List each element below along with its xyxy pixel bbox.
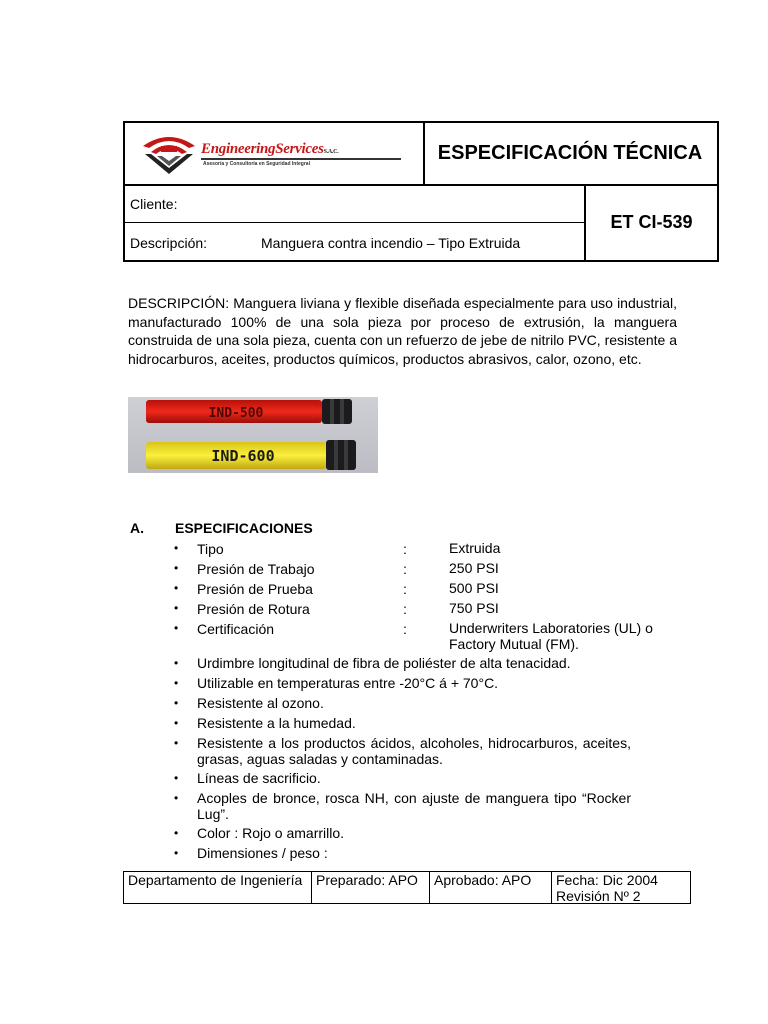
- bullet-icon: •: [174, 716, 179, 730]
- bullet-icon: •: [174, 656, 179, 670]
- bullet-icon: •: [174, 826, 179, 840]
- title-cell: [423, 123, 717, 186]
- footer-department: Departamento de Ingeniería: [124, 872, 312, 903]
- logo-cell: [125, 123, 425, 186]
- bullet-icon: •: [174, 601, 179, 615]
- footer-revision: Revisión Nº 2: [556, 887, 641, 904]
- spec-colon: :: [403, 601, 407, 617]
- bullet-icon: •: [174, 676, 179, 690]
- section-number: A.: [130, 520, 144, 536]
- bullet-icon: •: [174, 771, 179, 785]
- spec-colon: :: [403, 581, 407, 597]
- spec-label: Presión de Trabajo: [197, 561, 315, 577]
- yellow-hose-coupling: [326, 440, 356, 470]
- footer-approved: Aprobado: APO: [430, 872, 552, 903]
- footer-date: Fecha: Dic 2004: [556, 872, 658, 888]
- client-label: Cliente:: [130, 196, 178, 212]
- bullet-icon: •: [174, 541, 179, 555]
- document-title: ESPECIFICACIÓN TÉCNICA: [437, 142, 703, 164]
- header-table: [123, 121, 719, 262]
- spec-colon: :: [403, 621, 407, 637]
- spec-colon: :: [403, 541, 407, 557]
- feature-item: Resistente al ozono.: [197, 695, 324, 711]
- client-cell: [125, 184, 586, 223]
- bullet-icon: •: [174, 736, 179, 750]
- description-value: Manguera contra incendio – Tipo Extruida: [261, 235, 521, 251]
- bullet-icon: •: [174, 581, 179, 595]
- footer-table: [123, 871, 691, 904]
- spec-value: 500 PSI: [449, 580, 499, 596]
- red-hose-coupling: [322, 399, 352, 424]
- spec-label: Certificación: [197, 621, 275, 637]
- spec-label: Presión de Rotura: [197, 601, 310, 617]
- spec-label: Tipo: [197, 541, 224, 557]
- intro-paragraph: DESCRIPCIÓN: Manguera liviana y flexible diseñada especialmente para uso industrial, manufacturado 100% de una sola pieza por proceso de extrusión, la manguera construida de una sola pieza, cuenta con un refuerzo de jebe de nitrilo PVC, resistente a hidrocarburos, aceites, productos químicos, productos abrasivos, calor, ozono, etc.: [128, 295, 677, 367]
- bullet-icon: •: [174, 621, 179, 635]
- spec-value: 250 PSI: [449, 560, 499, 576]
- company-logo: [139, 132, 409, 176]
- red-hose-label: IND-500: [208, 406, 264, 421]
- feature-item: Urdimbre longitudinal de fibra de poliéster de alta tenacidad.: [197, 655, 571, 671]
- feature-item: Dimensiones / peso :: [197, 845, 328, 861]
- feature-item: Color : Rojo o amarrillo.: [197, 825, 345, 841]
- bullet-icon: •: [174, 846, 179, 860]
- spec-label: Presión de Prueba: [197, 581, 313, 597]
- spec-value: 750 PSI: [449, 600, 499, 616]
- yellow-hose-label: IND-600: [211, 447, 275, 465]
- description-cell: [125, 223, 586, 260]
- bullet-icon: •: [174, 561, 179, 575]
- feature-item: Utilizable en temperaturas entre -20°C á + 70°C.: [197, 675, 499, 691]
- footer-date-revision: [552, 872, 690, 903]
- hose-photo: [128, 397, 378, 473]
- document-code: ET CI-539: [610, 211, 693, 232]
- bullet-icon: •: [174, 791, 179, 805]
- brand-tagline: Asesoría y Consultoría en Seguridad Integral: [203, 161, 310, 167]
- footer-prepared: Preparado: APO: [312, 872, 430, 903]
- feature-item: Acoples de bronce, rosca NH, con ajuste de manguera tipo “Rocker Lug”.: [197, 790, 631, 822]
- section-title: ESPECIFICACIONES: [175, 520, 313, 536]
- description-label: Descripción:: [130, 235, 208, 251]
- spec-value: Underwriters Laboratories (UL) o: [449, 620, 653, 636]
- bullet-icon: •: [174, 696, 179, 710]
- feature-item: Resistente a la humedad.: [197, 715, 356, 731]
- engineering-services-logo-icon: [139, 132, 199, 176]
- spec-colon: :: [403, 561, 407, 577]
- spec-value-continued: Factory Mutual (FM).: [449, 636, 579, 652]
- feature-item: Resistente a los productos ácidos, alcoholes, hidrocarburos, aceites, grasas, aguas saladas y contaminadas.: [197, 735, 631, 767]
- feature-item: Líneas de sacrificio.: [197, 770, 321, 786]
- brand-underline: [201, 158, 401, 160]
- code-cell: [586, 184, 717, 260]
- spec-value: Extruida: [449, 540, 501, 556]
- brand-name: EngineeringServicesS.A.C.: [201, 141, 339, 157]
